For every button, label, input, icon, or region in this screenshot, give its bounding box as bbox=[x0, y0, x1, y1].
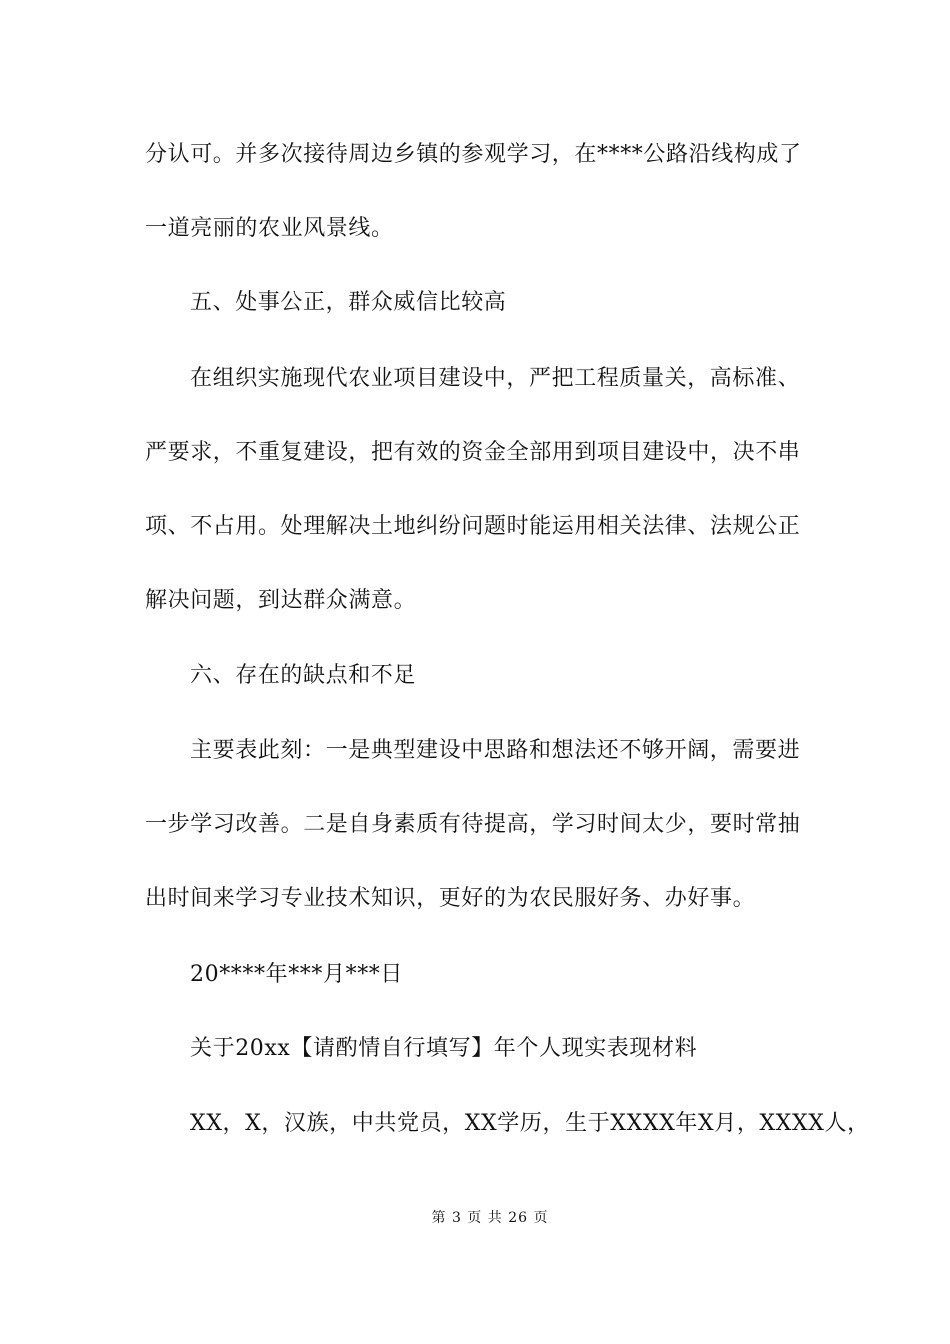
paragraph-line: 主要表此刻：一是典型建设中思路和想法还不够开阔，需要进 bbox=[190, 738, 801, 763]
paragraph-line: 在组织实施现代农业项目建设中，严把工程质量关，高标准、 bbox=[190, 366, 801, 391]
paragraph-line: 项、不占用。处理解决土地纠纷问题时能运用相关法律、法规公正 bbox=[145, 514, 801, 539]
paragraph-line: 一道亮丽的农业风景线。 bbox=[145, 216, 394, 241]
paragraph-line: 严要求，不重复建设，把有效的资金全部用到项目建设中，决不串 bbox=[145, 440, 801, 465]
page-number-footer: 第 3 页 共 26 页 bbox=[431, 1210, 549, 1226]
paragraph-line: 一步学习改善。二是自身素质有待提高，学习时间太少，要时常抽 bbox=[145, 812, 801, 837]
paragraph-line: 分认可。并多次接待周边乡镇的参观学习，在****公路沿线构成了 bbox=[145, 142, 802, 167]
section-heading: 六、存在的缺点和不足 bbox=[190, 663, 417, 688]
paragraph-line: XX，X，汉族，中共党员，XX学历，生于XXXX年X月，XXXX人， bbox=[190, 1111, 870, 1136]
paragraph-line: 解决问题，到达群众满意。 bbox=[145, 588, 417, 613]
date-line: 20****年***月***日 bbox=[190, 962, 403, 987]
document-title: 关于20xx【请酌情自行填写】年个人现实表现材料 bbox=[190, 1036, 698, 1061]
section-heading: 五、处事公正，群众威信比较高 bbox=[190, 290, 507, 315]
paragraph-line: 出时间来学习专业技术知识，更好的为农民服好务、办好事。 bbox=[145, 886, 756, 911]
